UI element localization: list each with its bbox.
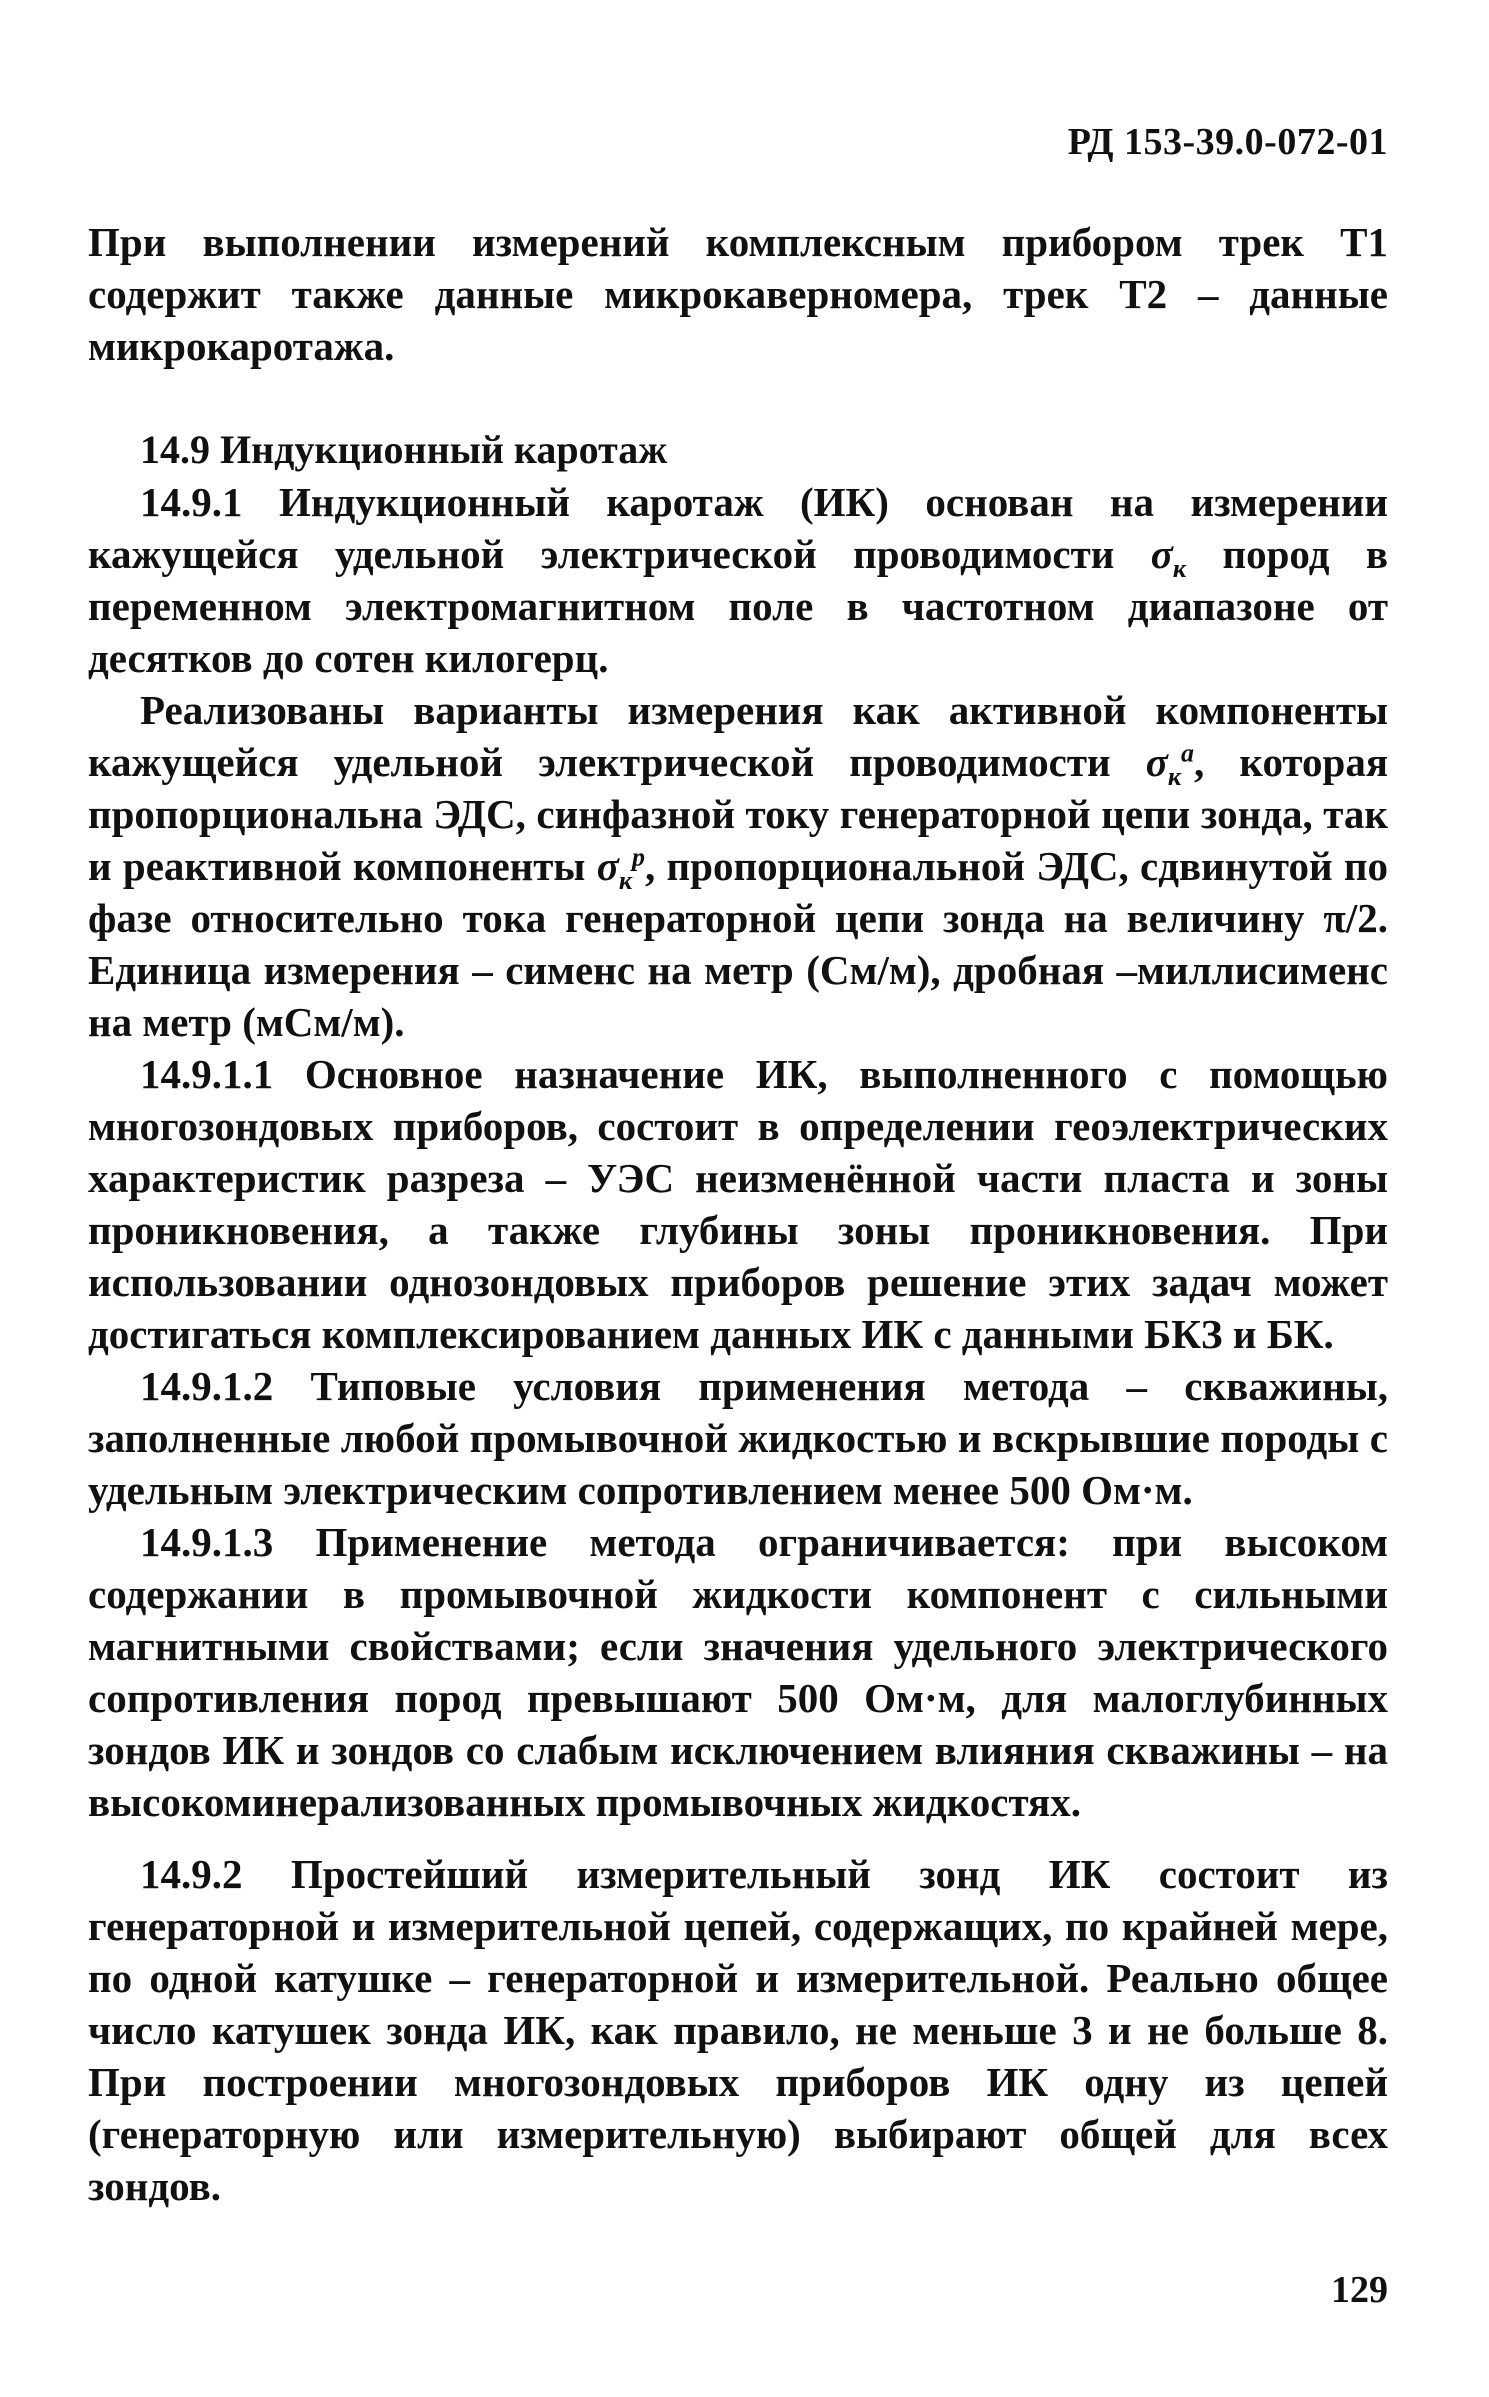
paragraph-text: 14.9.1 Индукционный каротаж (ИК) основан на измерении кажущейся удельной электрической проводимости [88, 479, 1388, 577]
document-page [88, 120, 1388, 2312]
paragraph-14-9-1 [88, 476, 1388, 684]
paragraph-14-9-1-2: 14.9.1.2 Типовые условия применения метода – скважины, заполненные любой промывочной жидкостью и вскрывшие породы с удельным электрическим сопротивлением менее 500 Ом·м. [88, 1363, 1388, 1513]
document-code-header: РД 153-39.0-072-01 [1067, 121, 1388, 163]
paragraph-text: пород в переменном электромагнитном поле в частотном диапазоне от десятков до сотен килогерц. [88, 531, 1388, 681]
paragraph-text: , пропорциональной ЭДС, сдвинутой по фазе относительно тока генераторной цепи зонда на величину π/2. Единица измерения – сименс на метр (См/м), дробная –миллисименс на метр (мСм/м). [88, 843, 1388, 1045]
section-title: 14.9 Индукционный каротаж [140, 427, 668, 472]
paragraph-14-9-1-3: 14.9.1.3 Применение метода ограничивается: при высоком содержании в промывочной жидкости компонент с сильными магнитными свойствами; если значения удельного электрического сопротивления пород превышают 500 Ом·м, для малоглубинных зондов ИК и зондов со слабым исключением влияния скважины – на высокоминерализованных промывочных жидкостях. [88, 1519, 1388, 1825]
paragraph-variants [88, 684, 1388, 1048]
sigma-symbol: σ [1150, 531, 1173, 577]
sigma-symbol: σ [596, 843, 619, 889]
paragraph-intro: При выполнении измерений комплексным прибором трек Т1 содержит также данные микрокаверномера, трек Т2 – данные микрокаротажа. [88, 219, 1388, 369]
paragraph-text: , которая пропорциональна ЭДС, синфазной току генераторной цепи зонда, так и реактивной компоненты [88, 739, 1388, 889]
page-number: 129 [1331, 2269, 1388, 2311]
sigma-symbol: σ [1145, 739, 1168, 785]
sigma-subscript: к [618, 866, 632, 896]
sigma-subscript: к [1167, 762, 1181, 792]
paragraph-14-9-2: 14.9.2 Простейший измерительный зонд ИК состоит из генераторной и измерительной цепей, содержащих, по крайней мере, по одной катушке – генераторной и измерительной. Реально общее число катушек зонда ИК, как правило, не меньше 3 и не больше 8. При построении многозондовых приборов ИК одну из цепей (генераторную или измерительную) выбирают общей для всех зондов. [88, 1851, 1388, 2209]
sigma-superscript: а [1181, 738, 1194, 768]
paragraph-14-9-1-1: 14.9.1.1 Основное назначение ИК, выполненного с помощью многозондовых приборов, состоит в определении геоэлектрических характеристик разреза – УЭС неизменённой части пласта и зоны проникновения, а также глубины зоны проникновения. При использовании однозондовых приборов решение этих задач может достигаться комплексированием данных ИК с данными БКЗ и БК. [88, 1051, 1388, 1357]
sigma-superscript: р [632, 842, 645, 872]
sigma-subscript: к [1172, 554, 1187, 584]
paragraph-text: Реализованы варианты измерения как активной компоненты кажущейся удельной электрической проводимости [88, 687, 1388, 785]
